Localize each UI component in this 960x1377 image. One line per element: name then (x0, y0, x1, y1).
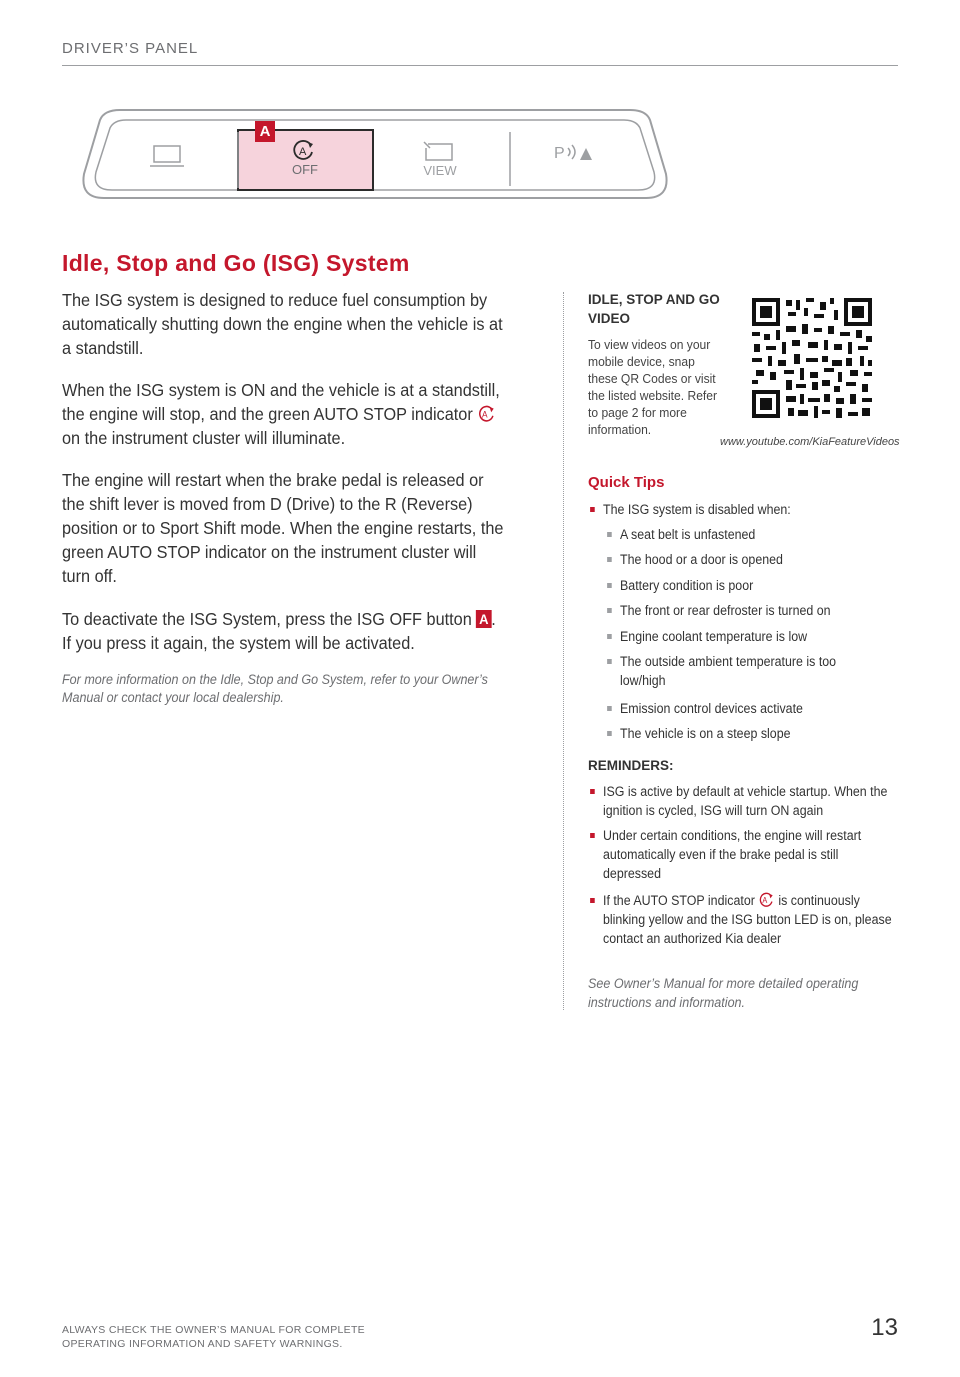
switch-panel-illustration (80, 108, 670, 204)
video-url-link[interactable]: www.youtube.com/KiaFeatureVideos (720, 436, 900, 448)
tip-item: The outside ambient temperature is too low/high (620, 652, 859, 690)
reminder-item (603, 891, 896, 948)
auto-stop-paragraph (62, 378, 504, 450)
footer-line-1: ALWAYS CHECK THE OWNER’S MANUAL FOR COMPLETE (62, 1324, 365, 1336)
engine-restart-paragraph: The engine will restart when the brake pedal is released or the shift lever is moved from D (Drive) to the R (Reverse) position or to Sport Shift mode. When the engine restarts, the green AUTO STOP indicator on the instrument cluster will turn off. (62, 470, 504, 586)
inline-callout-a: A (476, 610, 491, 628)
quick-tips-heading: Quick Tips (588, 474, 665, 491)
tip-item: The front or rear defroster is turned on (620, 601, 878, 620)
svg-text:A: A (481, 409, 488, 420)
reminder-item: ISG is active by default at vehicle startup. When the ignition is cycled, ISG will turn ON again (603, 782, 896, 820)
auto-stop-text-after: on the instrument cluster will illuminate. (62, 428, 346, 448)
tip-item: The vehicle is on a steep slope (620, 724, 878, 743)
auto-stop-indicator-icon (758, 892, 775, 908)
qr-code[interactable] (750, 296, 874, 420)
svg-text:P: P (554, 145, 565, 162)
footer-warning (62, 1323, 365, 1351)
section-title: Idle, Stop and Go (ISG) System (62, 250, 410, 276)
see-manual-note: See Owner’s Manual for more detailed operating instructions and information. (588, 976, 859, 1010)
footer-line-2: OPERATING INFORMATION AND SAFETY WARNINGS. (62, 1338, 343, 1350)
isg-auto-stop-icon (292, 138, 316, 162)
tip-item: Emission control devices activate (620, 699, 878, 718)
reminders-heading: REMINDERS: (588, 758, 674, 773)
page-number: 13 (871, 1314, 898, 1341)
tip-item: Engine coolant temperature is low (620, 627, 878, 646)
video-title: IDLE, STOP AND GO VIDEO (588, 292, 720, 326)
deactivate-text-before: To deactivate the ISG System, press the ISG OFF button (62, 609, 477, 629)
reminder-text-after: is continuously blinking yellow and the ISG button LED is on, please contact an authorized Kia dealer (603, 893, 892, 946)
isg-intro-paragraph: The ISG system is designed to reduce fuel consumption by automatically shutting down the engine when the vehicle is at a standstill. (62, 290, 503, 358)
tip-item: Battery condition is poor (620, 576, 878, 595)
auto-stop-text-before: When the ISG system is ON and the vehicle is at a standstill, the engine will stop, and the green AUTO STOP indicator (62, 380, 500, 424)
deactivate-text-after: . If you press it again, the system will be activated. (62, 609, 496, 653)
video-description: To view videos on your mobile device, snap these QR Codes or visit the listed website. Refer to page 2 for more information. (588, 337, 718, 437)
reminder-item: Under certain conditions, the engine will restart automatically even if the brake pedal is still depressed (603, 826, 870, 883)
svg-text:A: A (762, 895, 768, 906)
isg-off-button-label: OFF (292, 162, 318, 177)
auto-stop-indicator-icon (477, 405, 496, 423)
deactivate-paragraph (62, 607, 504, 655)
section-header: DRIVER’S PANEL (62, 40, 199, 57)
svg-text:A: A (299, 146, 307, 158)
more-info-note: For more information on the Idle, Stop and Go System, refer to your Owner’s Manual or contact your local dealership. (62, 672, 488, 705)
tip-item: A seat belt is unfastened (620, 525, 878, 544)
reminder-text-before: If the AUTO STOP indicator (603, 893, 759, 908)
view-button-label: VIEW (423, 163, 457, 178)
tip-item: The hood or a door is opened (620, 550, 878, 569)
header-rule (62, 65, 898, 66)
tips-intro: The ISG system is disabled when: (603, 500, 879, 519)
callout-a-label: A (255, 121, 275, 142)
column-divider (563, 292, 564, 1010)
